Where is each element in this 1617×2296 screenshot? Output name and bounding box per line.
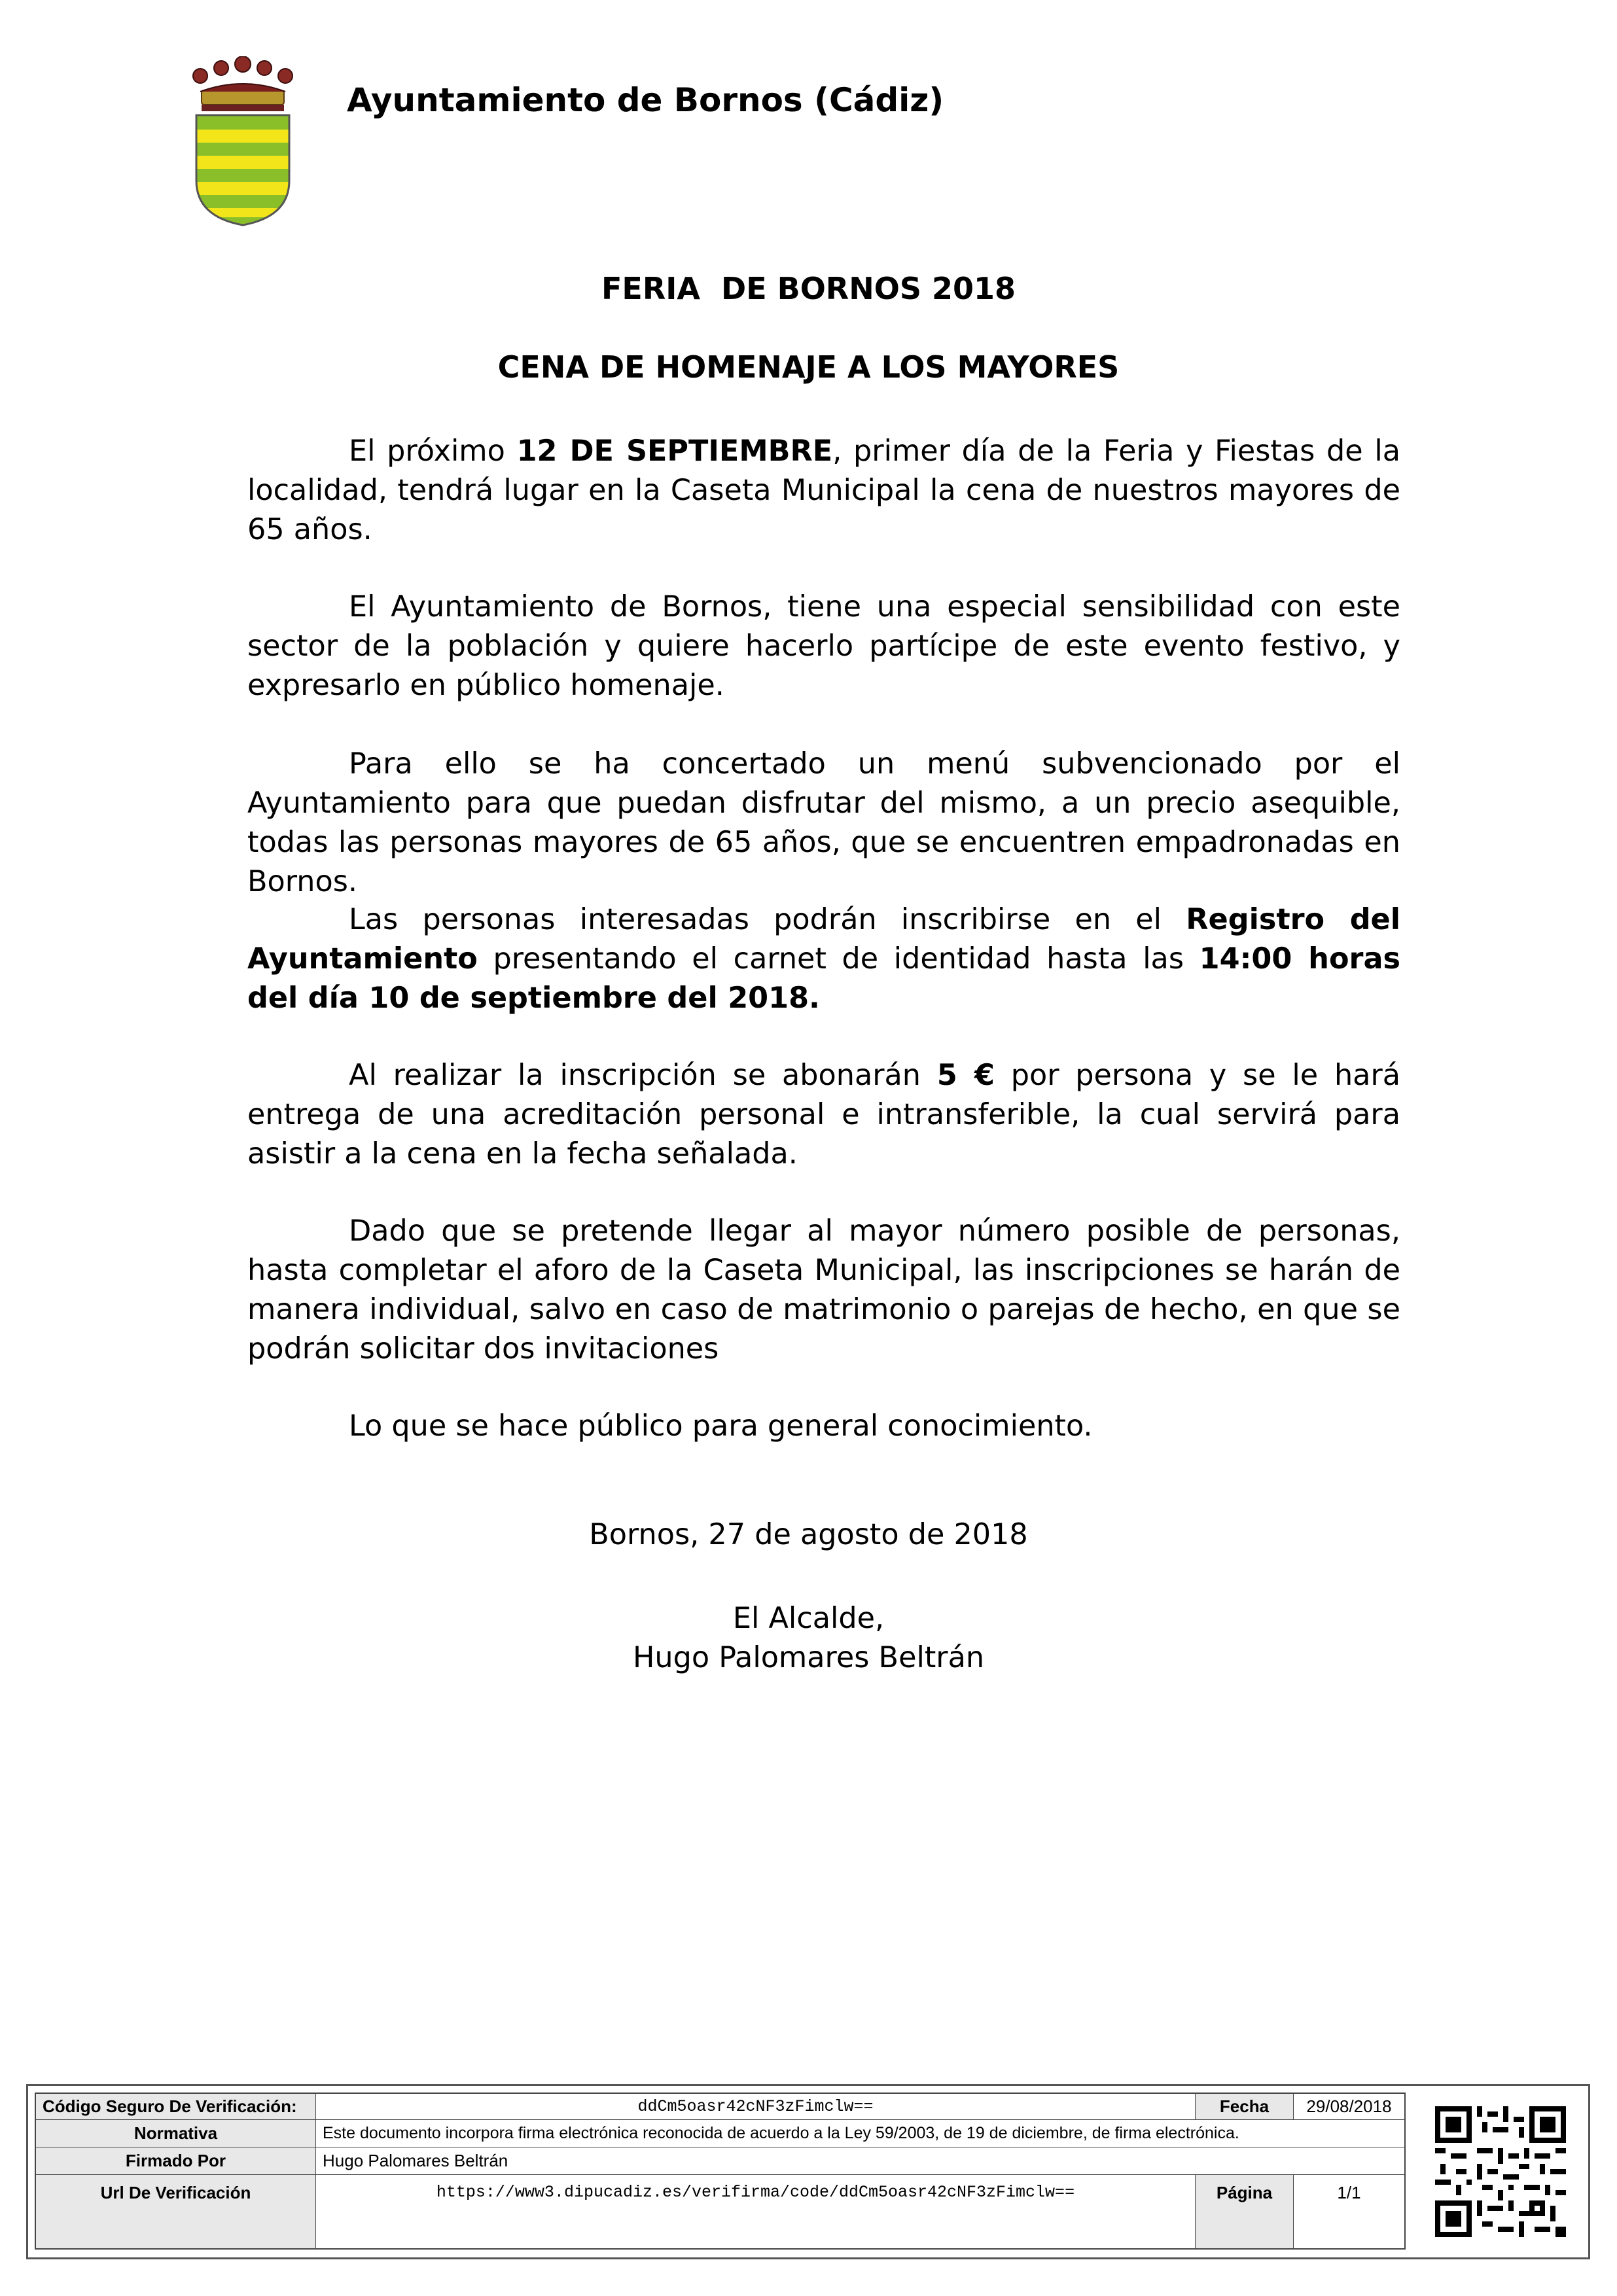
verification-box: [26, 2084, 1590, 2259]
date-label: Fecha: [1196, 2094, 1294, 2119]
paragraph-sensitivity: El Ayuntamiento de Bornos, tiene una especial sensibilidad con este sector de la población y quiere hacerlo partícipe de este evento festivo, y expresarlo en público homenaje.: [247, 590, 1400, 702]
verification-row-norm: [36, 2120, 1404, 2147]
paragraph-payment: Al realizar la inscripción se abonarán 5 € por persona y se le hará entrega de una acreditación personal e intransferible, la cual servirá para asistir a la cena en la fecha señalada.: [247, 1059, 1401, 1171]
signer-role: El Alcalde,: [732, 1602, 885, 1635]
url-label: Url De Verificación: [36, 2175, 316, 2248]
paragraph-subsidized-menu: Para ello se ha concertado un menú subvencionado por el Ayuntamiento para que puedan disfrutar del mismo, a un precio asequible, todas las personas mayores de 65 años, que se encuentren empadronadas en Bornos.: [247, 747, 1400, 898]
document-title: FERIA DE BORNOS 2018: [601, 271, 1016, 306]
document-subtitle: CENA DE HOMENAJE A LOS MAYORES: [497, 349, 1120, 385]
signer-name: Hugo Palomares Beltrán: [632, 1641, 985, 1674]
signed-by-label: Firmado Por: [36, 2147, 316, 2174]
signature-date: 29/08/2018: [1306, 2096, 1392, 2116]
paragraph-date-announcement: El próximo 12 DE SEPTIEMBRE, primer día de la Feria y Fiestas de la localidad, tendrá lugar en la Caseta Municipal la cena de nuestros mayores de 65 años.: [247, 434, 1400, 546]
paragraph-capacity: Dado que se pretende llegar al mayor número posible de personas, hasta completar el aforo de la Caseta Municipal, las inscripciones se harán de manera individual, salvo en caso de matrimonio o parejas de hecho, en que se podrán solicitar dos invitaciones: [247, 1214, 1400, 1366]
norm-text: Este documento incorpora firma electrónica reconocida de acuerdo a la Ley 59/2003, de 19 de diciembre, de firma electrónica.: [323, 2124, 1239, 2142]
page-label: Página: [1196, 2175, 1294, 2248]
place-and-date: Bornos, 27 de agosto de 2018: [589, 1518, 1028, 1551]
page-number: 1/1: [1337, 2183, 1361, 2202]
signed-by-name: Hugo Palomares Beltrán: [323, 2151, 508, 2170]
norm-label: Normativa: [36, 2120, 316, 2147]
paragraph-closing: Lo que se hace público para general conocimiento.: [349, 1409, 1093, 1443]
verification-code: ddCm5oasr42cNF3zFimclw==: [316, 2094, 1196, 2119]
verification-url[interactable]: https://www3.dipucadiz.es/verifirma/code/ddCm5oasr42cNF3zFimclw==: [316, 2175, 1196, 2248]
verification-table: [35, 2093, 1406, 2250]
verification-row-url: [36, 2175, 1404, 2248]
verification-row-signed: [36, 2147, 1404, 2175]
qr-code-icon: [1435, 2099, 1566, 2244]
crown-icon: [193, 56, 293, 111]
verification-row-code: [36, 2094, 1404, 2120]
coat-of-arms-logo: [187, 56, 298, 228]
code-label: Código Seguro De Verificación:: [36, 2094, 316, 2119]
paragraph-registration: Las personas interesadas podrán inscribirse en el Registro del Ayuntamiento presentando el carnet de identidad hasta las 14:00 horas del día 10 de septiembre del 2018.: [247, 903, 1401, 1015]
municipality-name: Ayuntamiento de Bornos (Cádiz): [347, 81, 944, 119]
